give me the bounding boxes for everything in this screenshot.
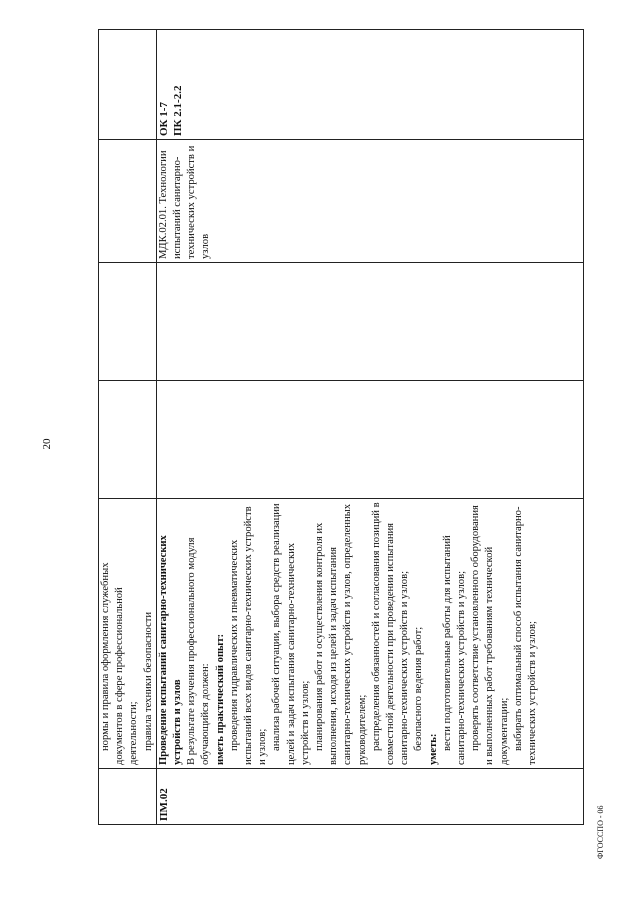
code-cell [156,769,583,825]
hours-cell [99,381,157,499]
rotated-table-container [98,30,580,825]
competence-pk: ПК 2.1-2.2 [172,85,185,136]
text-line: нормы и правила оформления служебных [100,562,111,751]
mdk-text: МДК.02.01. Технологии испытаний санитарно-технических устройств и узлов [157,145,212,259]
list-item: безопасного ведения работ; [413,626,425,751]
code-cell [99,769,157,825]
mdk-cell [156,140,583,263]
list-item: распределения обязанностей и согласования позиций в совместной деятельности при проведении испытания санитарно-технических устройств и узлов; [370,502,411,765]
module-code: ПМ.02 [157,788,170,821]
list-item: вести подготовительные работы для испытаний санитарно-технических устройств и узлов; [441,535,468,765]
module-intro: В результате изучения профессионального модуля обучающийся должен: [186,537,212,765]
text-line: деятельности; [128,701,140,765]
competence-cell [99,30,157,140]
list-item: выбирать оптимальный способ испытания санитарно-технических устройств и узлов; [512,506,539,765]
content-cell [156,499,583,769]
standard-table [98,29,584,825]
list-item: анализа рабочей ситуации, выбора средств реализации целей и задач испытания санитарно-технических устройств и узлов; [271,503,311,765]
hours-cell [99,263,157,381]
table-row [156,30,583,825]
list-item: планирования работ и осуществления контроля их выполнения, исходя из целей и задач испытания санитарно-технических устройств и узлов, определенных руководителем; [314,503,368,765]
page-number: 20 [41,438,53,450]
competence-ok: ОК 1-7 [157,102,170,136]
hours-cell [156,263,583,381]
hours-cell [156,381,583,499]
list-item: проверять соответствие установленного оборудования и выполненных работ требованиям технической документации; [470,505,510,765]
footer-code: ФГОССПО - 06 [596,805,605,859]
skills-heading: уметь: [427,733,439,765]
competence-cell [156,30,583,140]
text-line: правила техники безопасности [142,611,154,751]
mdk-cell [99,140,157,263]
table-row [99,30,157,825]
text-line: документов в сфере профессиональной [114,587,126,765]
list-item: проведения гидравлических и пневматических испытаний всех видов санитарно-технических устройств и узлов; [228,506,269,765]
module-title: Проведение испытаний санитарно-технических устройств и узлов [157,535,184,765]
content-cell [99,499,157,769]
practice-heading: иметь практический опыт: [214,633,226,765]
